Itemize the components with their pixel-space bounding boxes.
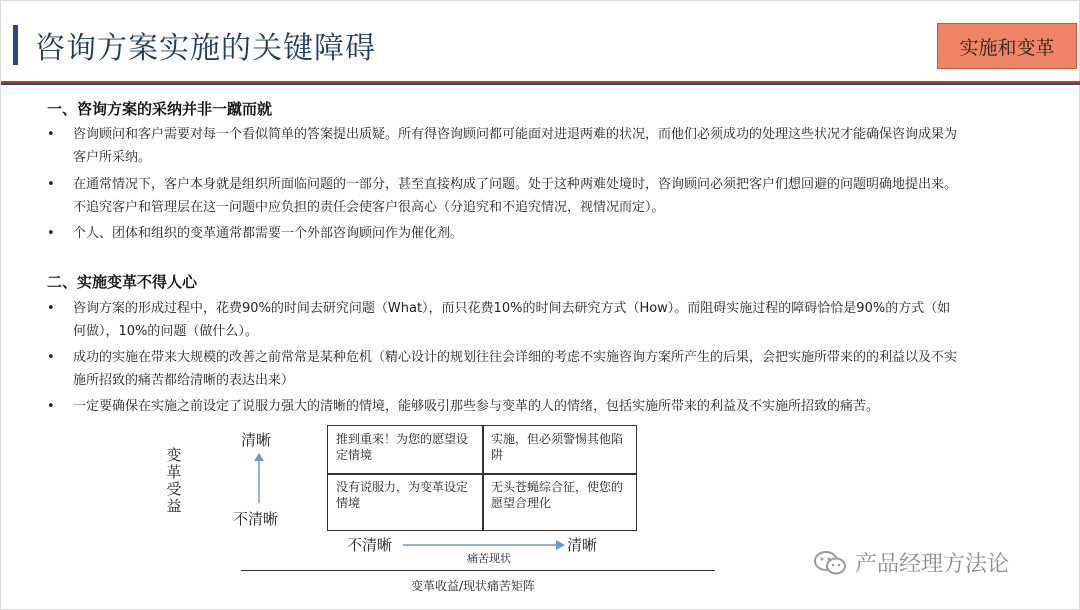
bullet-text-line1: 一定要确保在实施之前设定了说服力强大的清晰的情境，能够吸引那些参与变革的人的情绪，包括实施所带来的利益及不实施所招致的痛苦。 (73, 399, 880, 414)
bullet-dot: • (47, 399, 55, 414)
bullet-2-3 (47, 395, 1007, 418)
bullet-dot: • (47, 350, 55, 365)
matrix-caption: 变革收益/现状痛苦矩阵 (411, 579, 536, 593)
bullet-text-line1: 个人、团体和组织的变革通常都需要一个外部咨询顾问作为催化剂。 (73, 226, 464, 241)
bullet-dot: • (47, 226, 55, 241)
matrix-y-arrow (253, 453, 265, 505)
bullet-text-line1: 咨询顾问和客户需要对每一个看似简单的答案提出质疑。所有得咨询顾问都可能面对进退两难的状况，而他们必须成功的处理这些状况才能确保咨询成果为 (73, 127, 958, 142)
wechat-icon (813, 549, 847, 577)
section-heading-2: 二、实施变革不得人心 (47, 273, 198, 291)
matrix-cell-bottom-right: 无头苍蝇综合征，使您的愿望合理化 (491, 480, 624, 510)
watermark (813, 547, 1009, 578)
bullet-text-line2: 客户所采纳。 (73, 150, 152, 165)
watermark-text: 产品经理方法论 (855, 552, 1010, 577)
matrix-divider-horizontal (328, 473, 636, 475)
caption-divider (241, 570, 715, 571)
section-tag: 实施和变革 (937, 23, 1077, 69)
matrix-y-axis-label: 变革受益 (166, 446, 182, 515)
matrix-y-top-label: 清晰 (241, 431, 272, 449)
bullet-text-line2: 施所招致的痛苦都给清晰的表达出来） (73, 373, 295, 388)
bullet-dot: • (47, 301, 55, 316)
bullet-text-line1: 在通常情况下，客户本身就是组织所面临问题的一部分，甚至直接构成了问题。处于这种两难处境时，咨询顾问必须把客户们想回避的问题明确地提出来。 (73, 177, 958, 192)
bullet-1-2 (47, 173, 1007, 219)
bullet-text-line1: 成功的实施在带来大规模的改善之前常常是某种危机（精心设计的规划往往会详细的考虑不实施咨询方案所产生的后果，会把实施所带来的的利益以及不实 (73, 350, 958, 365)
matrix-cell-bottom-left: 没有说服力，为变革设定情境 (336, 480, 469, 510)
matrix-x-axis-label: 痛苦现状 (467, 552, 511, 565)
header-divider-blue (1, 83, 1080, 85)
bullet-text-line1: 咨询方案的形成过程中，花费90%的时间去研究问题（What），而只花费10%的时间去研究方式（How）。而阻碍实施过程的障碍恰恰是90%的方式（如 (73, 301, 951, 316)
page-title: 咨询方案实施的关键障碍 (35, 31, 376, 66)
bullet-1-1 (47, 123, 1007, 169)
bullet-2-1 (47, 297, 1007, 343)
bullet-dot: • (47, 127, 55, 142)
matrix-divider-vertical (482, 426, 484, 530)
section-heading-1: 一、咨询方案的采纳并非一蹴而就 (47, 100, 273, 118)
matrix-y-bottom-label: 不清晰 (233, 510, 279, 528)
bullet-1-3 (47, 222, 1007, 245)
matrix-x-left-label: 不清晰 (347, 536, 393, 554)
bullet-text-line2: 不追究客户和管理层在这一问题中应负担的责任会使客户很高心（分追究和不追究情况，视情况而定）。 (73, 200, 665, 215)
matrix-x-right-label: 清晰 (567, 536, 598, 554)
bullet-2-2 (47, 346, 1007, 392)
bullet-dot: • (47, 177, 55, 192)
matrix-grid (327, 425, 637, 531)
title-accent-bar (13, 25, 18, 65)
matrix-cell-top-right: 实施，但必须警惕其他陷阱 (491, 432, 624, 462)
bullet-text-line2: 何做），10%的问题（做什么）。 (73, 324, 258, 339)
matrix-cell-top-left: 推到重来！为您的愿望设定情境 (336, 432, 469, 462)
